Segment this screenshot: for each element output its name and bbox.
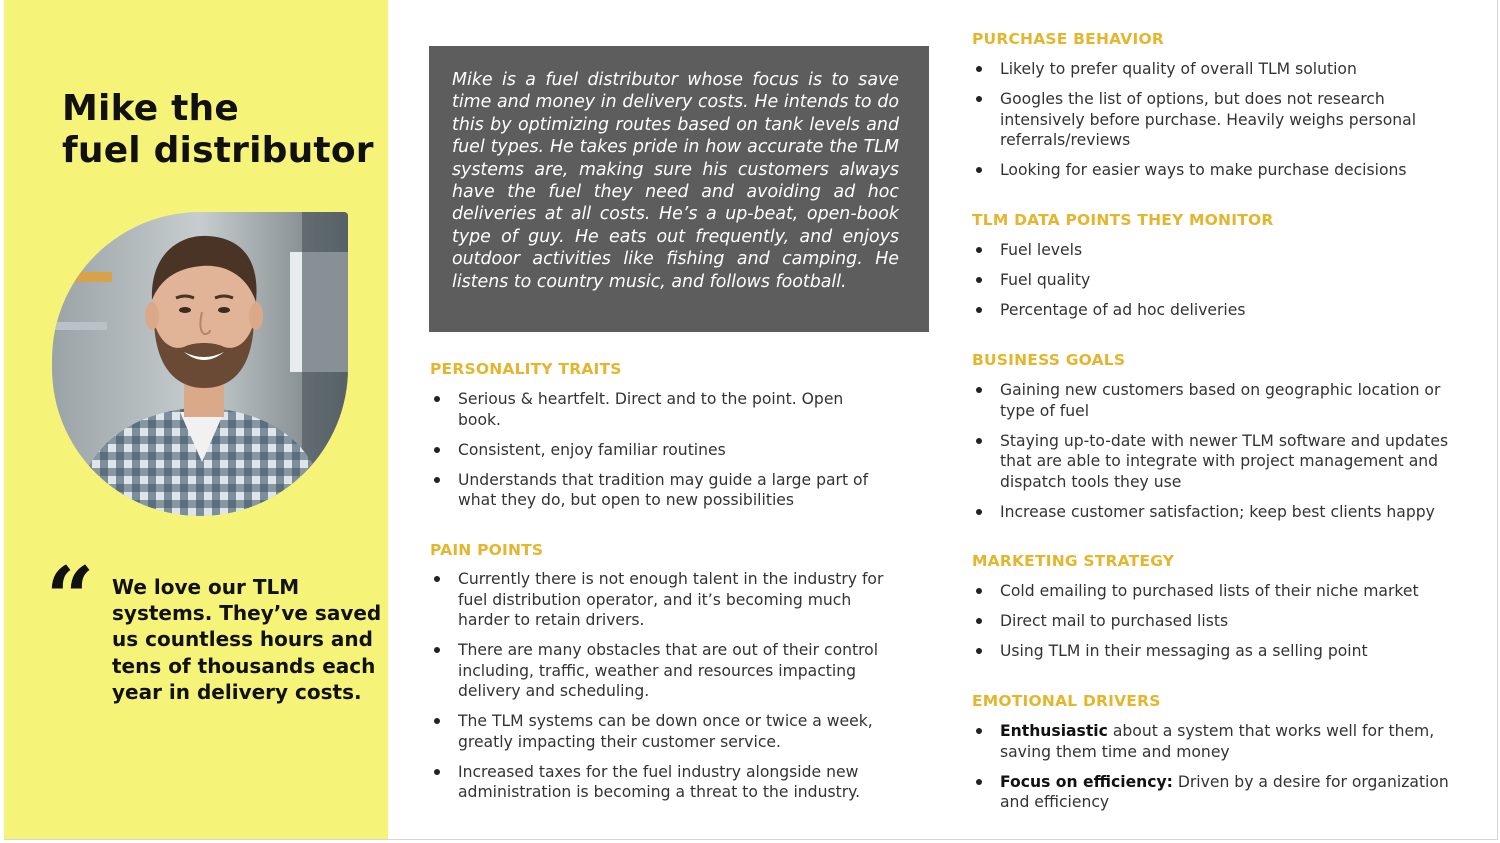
list-item: Currently there is not enough talent in the industry for fuel distribution operator, and it’s becoming much harder to retain drivers.: [430, 569, 890, 631]
quote-mark-icon: “: [46, 548, 95, 647]
driver-bold: Enthusiastic: [1000, 722, 1108, 740]
marketing-heading: MARKETING STRATEGY: [972, 552, 1175, 570]
emotional-heading: EMOTIONAL DRIVERS: [972, 692, 1161, 710]
business-goals-heading: BUSINESS GOALS: [972, 351, 1126, 369]
list-item: [972, 772, 1472, 813]
data-points-list: [972, 240, 1472, 330]
list-item: Fuel levels: [972, 240, 1472, 261]
list-item: Gaining new customers based on geographic location or type of fuel: [972, 380, 1472, 421]
data-points-heading: TLM DATA POINTS THEY MONITOR: [972, 211, 1274, 229]
list-item: Staying up-to-date with newer TLM software and updates that are able to integrate with project management and dispatch tools they use: [972, 431, 1472, 493]
list-item: Looking for easier ways to make purchase decisions: [972, 160, 1472, 181]
list-item: Fuel quality: [972, 270, 1472, 291]
list-item: The TLM systems can be down once or twice a week, greatly impacting their customer service.: [430, 711, 890, 752]
list-item: Cold emailing to purchased lists of their niche market: [972, 581, 1472, 602]
marketing-list: [972, 581, 1472, 671]
driver-text: Driven by a desire for organization and efficiency: [1000, 772, 1449, 811]
bio-box: [429, 46, 929, 332]
list-item: There are many obstacles that are out of their control including, traffic, weather and resources impacting delivery and scheduling.: [430, 640, 890, 702]
list-item: Increased taxes for the fuel industry alongside new administration is becoming a threat to the industry.: [430, 762, 890, 803]
list-item: Serious & heartfelt. Direct and to the point. Open book.: [430, 389, 890, 430]
persona-name-line2: fuel distributor: [62, 130, 374, 171]
persona-photo: [52, 212, 348, 516]
persona-slide: [4, 0, 1498, 840]
list-item: [972, 721, 1472, 762]
persona-name-line1: Mike the: [62, 88, 239, 129]
driver-text: about a system that works well for them, saving them time and money: [1000, 722, 1435, 761]
personality-list: [430, 389, 890, 520]
list-item: Consistent, enjoy familiar routines: [430, 440, 890, 461]
bio-text: Mike is a fuel distributor whose focus is to save time and money in delivery costs. He intends to do this by optimizing routes based on tank levels and fuel types. He takes pride in how accurate the TLM systems are, making sure his customers always have the fuel they need and avoiding ad hoc deliveries at all costs. He’s a up-beat, open-book type of guy. He eats out frequently, and enjoys outdoor activities like fishing and camping. He listens to country music, and follows football.: [452, 70, 899, 292]
list-item: Understands that tradition may guide a large part of what they do, but open to new possibilities: [430, 470, 890, 511]
driver-bold: Focus on efficiency:: [1000, 772, 1173, 791]
list-item: Increase customer satisfaction; keep best clients happy: [972, 502, 1472, 523]
list-item: Googles the list of options, but does not research intensively before purchase. Heavily weighs personal referrals/reviews: [972, 89, 1472, 151]
purchase-behavior-heading: PURCHASE BEHAVIOR: [972, 30, 1164, 48]
purchase-behavior-list: [972, 59, 1472, 190]
list-item: Percentage of ad hoc deliveries: [972, 300, 1472, 321]
personality-heading: PERSONALITY TRAITS: [430, 360, 622, 378]
pain-points-heading: PAIN POINTS: [430, 541, 544, 559]
sidebar: [4, 0, 388, 840]
persona-quote: We love our TLM systems. They’ve saved us countless hours and tens of thousands each year in delivery costs.: [112, 575, 382, 704]
persona-name: [62, 88, 382, 172]
pain-points-list: [430, 569, 890, 812]
list-item: Likely to prefer quality of overall TLM solution: [972, 59, 1472, 80]
list-item: Using TLM in their messaging as a selling point: [972, 641, 1472, 662]
business-goals-list: [972, 380, 1472, 532]
list-item: Direct mail to purchased lists: [972, 611, 1472, 632]
emotional-list: [972, 721, 1472, 822]
